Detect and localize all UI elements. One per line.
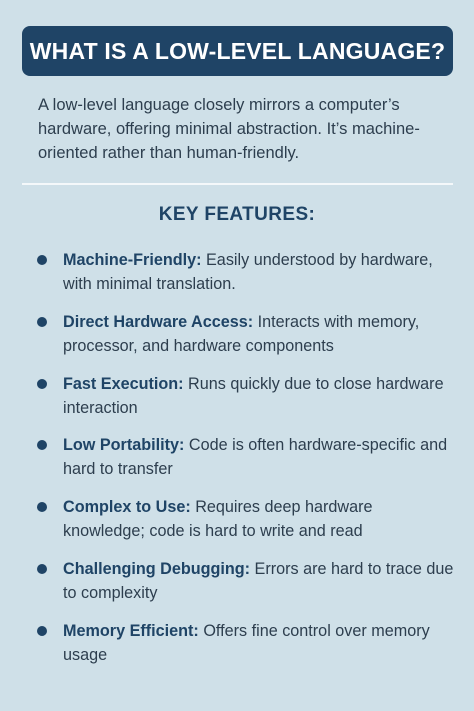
feature-text — [63, 495, 458, 543]
feature-term: Direct Hardware Access: — [63, 312, 254, 331]
feature-description: Interacts with memory, processor, and hardware components — [63, 312, 420, 355]
feature-text — [63, 433, 458, 481]
feature-term: Complex to Use: — [63, 498, 191, 517]
feature-description: Errors are hard to trace due to complexity — [63, 559, 454, 602]
feature-term: Low Portability: — [63, 436, 185, 455]
bullet-icon — [37, 440, 47, 450]
feature-description: Code is often hardware-specific and hard to transfer — [63, 436, 448, 479]
feature-item-machine-friendly — [0, 248, 474, 310]
feature-item-low-portability — [0, 433, 474, 495]
bullet-icon — [37, 317, 47, 327]
bullet-icon — [37, 564, 47, 574]
feature-term: Machine-Friendly: — [63, 251, 202, 269]
bullet-icon — [37, 502, 47, 512]
intro-paragraph: A low-level language closely mirrors a computer’s hardware, offering minimal abstraction. It’s machine-oriented rather than human-friendly. — [38, 96, 420, 162]
feature-text — [63, 248, 458, 296]
feature-text — [63, 310, 458, 358]
feature-text — [63, 619, 458, 667]
feature-item-memory-efficient — [0, 619, 474, 681]
key-features-heading: KEY FEATURES: — [158, 204, 316, 225]
bullet-icon — [37, 255, 47, 265]
feature-item-complex-to-use — [0, 495, 474, 557]
page-title: WHAT IS A LOW-LEVEL LANGUAGE? — [29, 37, 446, 64]
feature-description: Easily understood by hardware, with minimal translation. — [63, 251, 433, 293]
title-banner — [22, 26, 453, 76]
bullet-icon — [37, 626, 47, 636]
feature-item-fast-execution — [0, 372, 474, 434]
feature-description: Offers fine control over memory usage — [63, 621, 430, 664]
feature-item-direct-hardware-access — [0, 310, 474, 372]
feature-term: Challenging Debugging: — [63, 559, 251, 578]
feature-item-challenging-debugging — [0, 557, 474, 619]
feature-description: Runs quickly due to close hardware interaction — [63, 374, 444, 417]
bullet-icon — [37, 379, 47, 389]
feature-text — [63, 372, 458, 420]
feature-text — [63, 557, 458, 605]
section-divider — [22, 183, 453, 185]
feature-list — [0, 248, 474, 681]
feature-term: Memory Efficient: — [63, 621, 199, 640]
feature-term: Fast Execution: — [63, 374, 184, 393]
feature-description: Requires deep hardware knowledge; code is hard to write and read — [63, 498, 373, 541]
